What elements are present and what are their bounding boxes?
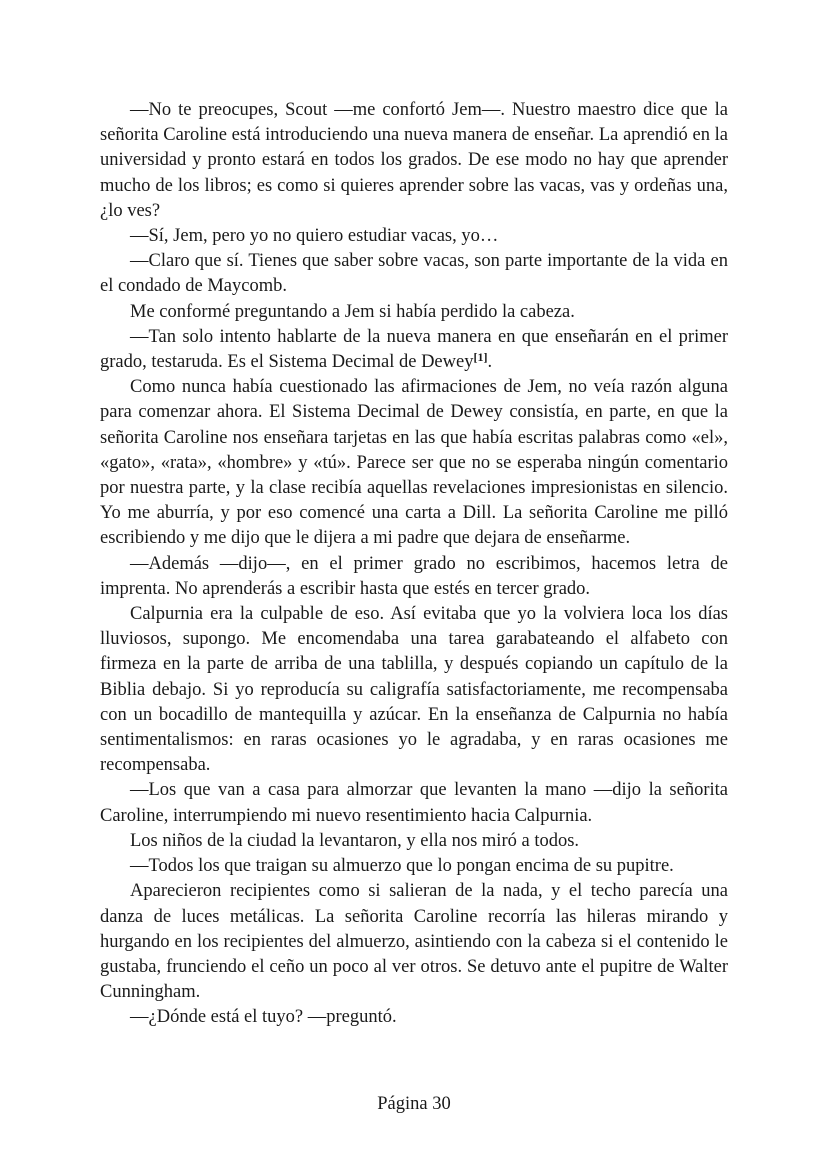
- paragraph-8: Calpurnia era la culpable de eso. Así evitaba que yo la volviera loca los días lluviosos, supongo. Me encomendaba una tarea garabateando el alfabeto con firmeza en la parte de arriba de una tablilla, y después copiando un capítulo de la Biblia debajo. Si yo reproducía su caligrafía satisfactoriamente, me recompensaba con un bocadillo de mantequilla y azúcar. En la enseñanza de Calpurnia no había sentimentalismos: en raras ocasiones yo le agradaba, y en raras ocasiones me recompensaba.: [100, 604, 728, 776]
- page-number: Página 30: [377, 1094, 451, 1114]
- paragraph-13: —¿Dónde está el tuyo? —preguntó.: [130, 1007, 397, 1028]
- page-body: [100, 98, 728, 1031]
- paragraph-7: —Además —dijo—, en el primer grado no escribimos, hacemos letra de imprenta. No aprenderás a escribir hasta que estés en tercer grado.: [100, 553, 728, 599]
- paragraph-5-text: —Tan solo intento hablarte de la nueva manera en que enseñarán en el primer grado, testaruda. Es el Sistema Decimal de Dewey: [100, 326, 728, 373]
- paragraph-9: —Los que van a casa para almorzar que levanten la mano —dijo la señorita Caroline, interrumpiendo mi nuevo resentimiento hacia Calpurnia.: [100, 780, 728, 826]
- paragraph-5: [100, 325, 728, 375]
- paragraph-2: —Sí, Jem, pero yo no quiero estudiar vacas, yo…: [130, 226, 499, 247]
- paragraph-12: Aparecieron recipientes como si salieran de la nada, y el techo parecía una danza de luces metálicas. La señorita Caroline recorría las hileras mirando y hurgando en los recipientes del almuerzo, asintiendo con la cabeza si el contenido le gustaba, frunciendo el ceño un poco al ver otros. Se detuvo ante el pupitre de Walter Cunningham.: [100, 881, 728, 1003]
- paragraph-1: —No te preocupes, Scout —me confortó Jem—. Nuestro maestro dice que la señorita Caroline está introduciendo una nueva manera de enseñar. La aprendió en la universidad y pronto estará en todos los grados. De ese modo no hay que aprender mucho de los libros; es como si quieres aprender sobre las vacas, vas y ordeñas una, ¿lo ves?: [100, 100, 728, 221]
- paragraph-6: Como nunca había cuestionado las afirmaciones de Jem, no veía razón alguna para comenzar ahora. El Sistema Decimal de Dewey consistía, en parte, en que la señorita Caroline nos enseñara tarjetas en las que había escritas palabras como «el», «gato», «rata», «hombre» y «tú». Parece ser que no se esperaba ningún comentario por nuestra parte, y la clase recibía aquellas revelaciones impresionistas en silencio. Yo me aburría, y por eso comencé una carta a Dill. La señorita Caroline me pilló escribiendo y me dijo que le dijera a mi padre que dejara de enseñarme.: [100, 377, 728, 549]
- paragraph-3: —Claro que sí. Tienes que saber sobre vacas, son parte importante de la vida en el condado de Maycomb.: [100, 251, 728, 297]
- footnote-link[interactable]: [1]: [473, 350, 488, 365]
- paragraph-10: Los niños de la ciudad la levantaron, y ella nos miró a todos.: [130, 830, 580, 851]
- paragraph-11: —Todos los que traigan su almuerzo que lo pongan encima de su pupitre.: [130, 856, 674, 877]
- paragraph-5-end: .: [487, 352, 493, 373]
- paragraph-4: Me conformé preguntando a Jem si había perdido la cabeza.: [130, 301, 575, 322]
